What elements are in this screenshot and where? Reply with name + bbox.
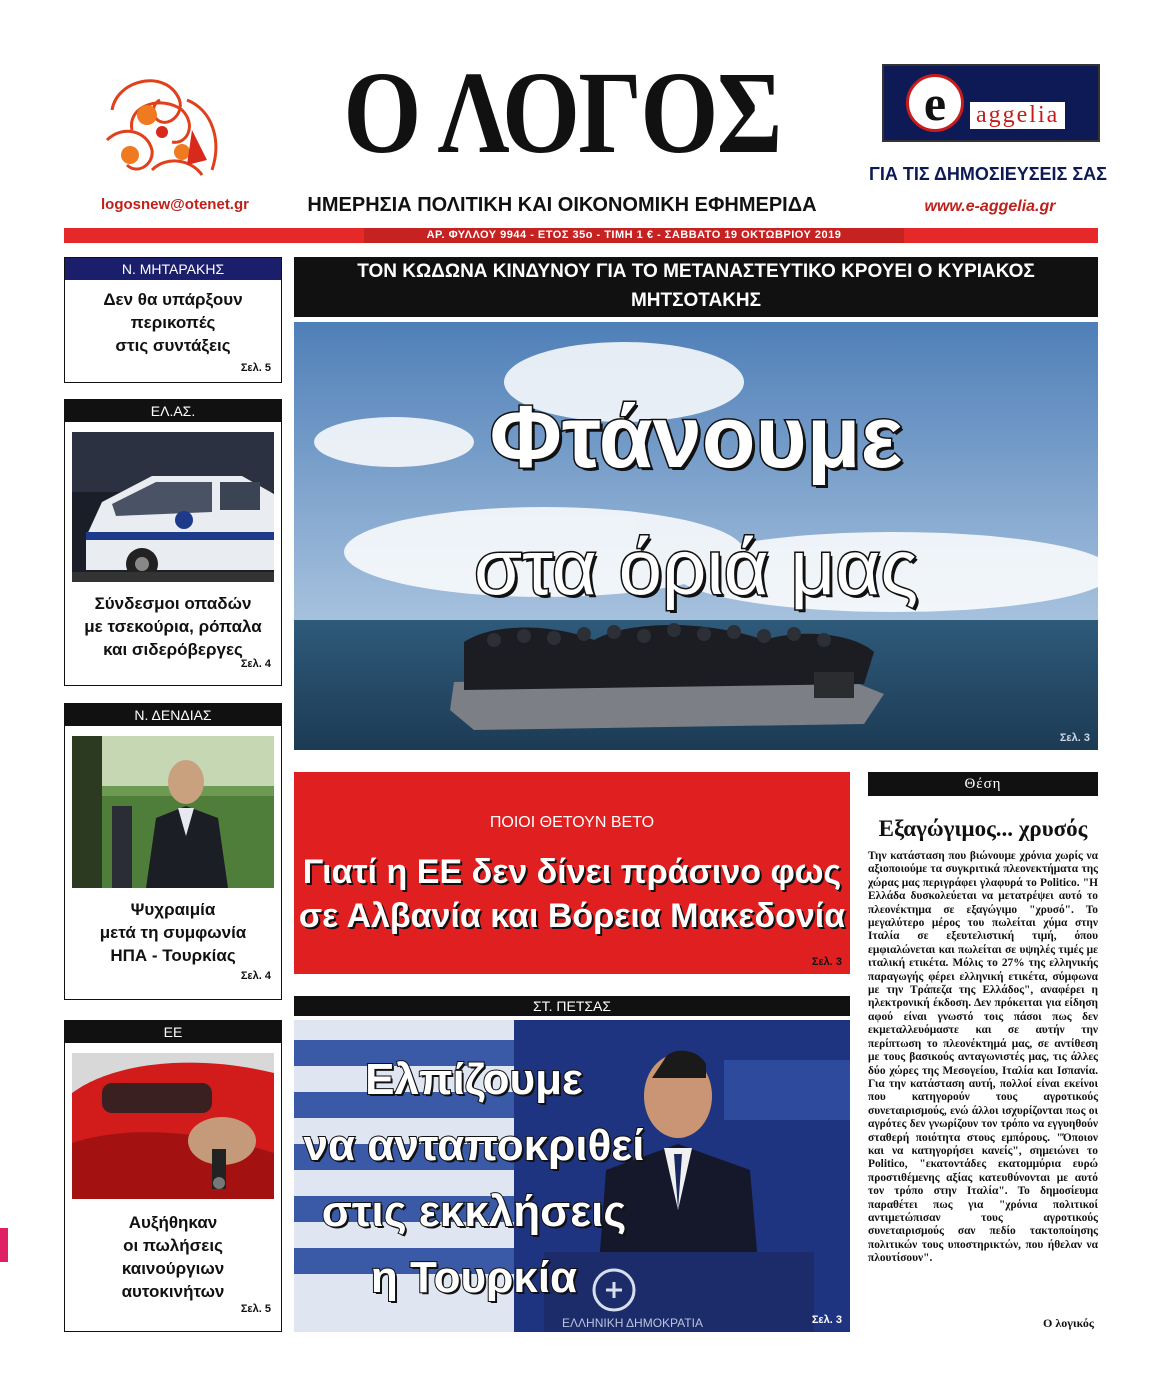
opinion-section-label: Θέση	[868, 772, 1098, 796]
petsas-section-label: ΣΤ. ΠΕΤΣΑΣ	[294, 996, 850, 1016]
side-section-label: Ν. ΔΕΝΔΙΑΣ	[65, 704, 281, 726]
veto-headline-line: σε Αλβανία και Βόρεια Μακεδονία	[298, 897, 846, 935]
page-reference: Σελ. 5	[240, 1303, 271, 1315]
side-story-ee	[64, 1020, 282, 1332]
issue-info: ΑΡ. ΦΥΛΛΟΥ 9944 - ΕΤΟΣ 35ο - ΤΙΜΗ 1 € - ΣΑΒΒΑΤΟ 19 ΟΚΤΩΒΡΙΟΥ 2019	[364, 228, 904, 243]
masthead-title: Ο ΛΟΓΟΣ	[343, 47, 781, 178]
side-story-mitarakis	[64, 257, 282, 383]
side-section-label: ΕΛ.ΑΣ.	[65, 400, 281, 422]
page-reference: Σελ. 3	[1059, 732, 1090, 744]
side-section-label: ΕΕ	[65, 1021, 281, 1043]
side-headline	[65, 288, 281, 357]
side-headline-line: ΗΠΑ - Τουρκίας	[110, 946, 236, 965]
veto-headline-line: Γιατί η ΕΕ δεν δίνει πράσινο φως	[302, 853, 842, 891]
side-story-elas	[64, 399, 282, 686]
eaggelia-logo	[882, 64, 1100, 142]
veto-story	[294, 772, 850, 974]
page-reference: Σελ. 3	[811, 1314, 842, 1326]
migrant-boat-photo	[294, 322, 1098, 750]
veto-kicker: ΠΟΙΟΙ ΘΕΤΟΥΝ ΒΕΤΟ	[489, 814, 655, 831]
page-reference: Σελ. 4	[240, 658, 271, 670]
side-section-label: Ν. ΜΗΤΑΡΑΚΗΣ	[65, 258, 281, 280]
side-headline-line: Σύνδεσμοι οπαδών	[94, 594, 252, 613]
petsas-headline-line: να ανταποκριθεί	[303, 1121, 645, 1170]
side-headline-line: μετά τη συμφωνία	[99, 923, 247, 942]
eaggelia-e-icon: e	[906, 74, 964, 132]
dendias-photo	[72, 736, 274, 888]
lead-headline-line: στα όριά μας	[473, 523, 919, 611]
lead-headline-line: Φτάνουμε	[489, 387, 903, 486]
opinion-body: Την κατάσταση που βιώνουμε χρόνια χωρίς να αξιοποιούμε τα συγκριτικά πλεονεκτήματα της χώρας μας περιγράφει γλαφυρά το Politico. "Η Ελλάδα δυσκολεύεται να μετατρέψει αυτό το πλεονέκτημα σε εξαγώγιμο "χρυσό". Το μεγαλύτερο μέρος του πωλείται χύμα στην Ιταλία σε εξευτελιστική τιμή, όπου εμφιαλώνεται και πωλείται σε υψηλές τιμές με ιταλική ετικέτα. Μόλις το 27% της ελληνικής παραγωγής φέρει ελληνική ετικέτα, σύμφωνα με την Τράπεζα της Ελλάδος", αναφέρει η ηλεκτρονική έκδοση. Δεν πρόκειται για είδηση αφού είναι γνωστό τοις πάσοι πως δεν εκμεταλλευόμαστε και σε αυτήν την περίπτωση το πλεονέκτημά μας, σε αντίθεση με τους βασικούς ανταγωνιστές μας, τις άλλες δύο χώρες της Μεσογείου, Ιταλία και Ισπανία. Για την κατάσταση αυτή, πολλοί είναι εκείνοι που κατηγορούν τους αγροτικούς συνεταιρισμούς, ενώ άλλοι ισχυρίζονται πως οι αγρότες δεν γνωρίζουν τον τρόπο να εγγυηθούν σταθερή ποιότητα στους εμπόρους. "Όποιον και να κατηγορήσει κανείς", σημειώνει το Politico, "εκατοντάδες εκατομμύρια ευρώ προστιθέμενης αξίας κατευθύνονται με αυτό τον τρόπο στην Ιταλία". Το δημοσίευμα παραθέτει πως για "χρόνια πολιτικοί αντιμετώπισαν τους αγροτικούς συνεταιρισμούς σαν πεδίο τακτοποίησης πολιτικών τους υποστηρικτών, που ήθελαν να πλουτίσουν".	[868, 850, 1098, 1265]
petsas-headline-line: στις εκκλήσεις	[321, 1187, 627, 1236]
edge-color-mark	[0, 1228, 8, 1262]
newspaper-logo-figure	[92, 70, 232, 195]
side-headline-line: καινούργιων	[121, 1259, 225, 1278]
lead-banner-line: ΤΟΝ ΚΩΔΩΝΑ ΚΙΝΔΥΝΟΥ ΓΙΑ ΤΟ ΜΕΤΑΝΑΣΤΕΥΤΙΚΟ ΚΡΟΥΕΙ Ο ΚΥΡΙΑΚΟΣ ΜΗΤΣΟΤΑΚΗΣ	[357, 261, 1035, 311]
side-headline	[65, 592, 281, 661]
page-reference: Σελ. 5	[240, 362, 271, 374]
side-headline	[65, 1211, 281, 1303]
side-headline-line: αυτοκινήτων	[121, 1282, 225, 1301]
lead-banner	[294, 257, 1098, 317]
side-headline-line: Αυξήθηκαν	[128, 1213, 218, 1232]
side-headline-line: Δεν θα υπάρξουν	[103, 290, 243, 309]
side-headline-line: οι πωλήσεις	[123, 1236, 223, 1255]
issue-bar	[64, 228, 1098, 243]
opinion-signature: Ο λογικός	[1043, 1316, 1094, 1330]
eaggelia-tagline: ΓΙΑ ΤΙΣ ΔΗΜΟΣΙΕΥΣΕΙΣ ΣΑΣ	[869, 164, 1107, 184]
opinion-title: Εξαγώγιμος... χρυσός	[878, 816, 1088, 841]
police-car-photo	[72, 432, 274, 582]
side-headline-line: περικοπές	[130, 313, 216, 332]
masthead-subtitle: ΗΜΕΡΗΣΙΑ ΠΟΛΙΤΙΚΗ ΚΑΙ ΟΙΚΟΝΟΜΙΚΗ ΕΦΗΜΕΡΙΔΑ	[307, 194, 817, 216]
car-keys-photo	[72, 1053, 274, 1199]
page-reference: Σελ. 3	[811, 956, 842, 968]
side-headline-line: με τσεκούρια, ρόπαλα	[84, 617, 262, 636]
page-reference: Σελ. 4	[240, 970, 271, 982]
petsas-photo	[294, 1020, 850, 1332]
side-headline-line: Ψυχραιμία	[130, 900, 216, 919]
side-headline-line: στις συντάξεις	[115, 336, 231, 355]
petsas-headline-line: η Τουρκία	[370, 1253, 578, 1302]
side-story-dendias	[64, 703, 282, 1000]
podium-text: ΕΛΛΗΝΙΚΗ ΔΗΜΟΚΡΑΤΙΑ	[562, 1316, 703, 1330]
side-headline	[65, 898, 281, 967]
eaggelia-url: www.e-aggelia.gr	[924, 198, 1056, 215]
petsas-headline-line: Ελπίζουμε	[365, 1055, 583, 1104]
veto-headline	[294, 850, 850, 938]
eaggelia-wordmark: aggelia	[970, 102, 1065, 129]
side-headline-line: και σιδερόβεργες	[103, 640, 243, 659]
contact-email: logosnew@otenet.gr	[101, 196, 249, 213]
